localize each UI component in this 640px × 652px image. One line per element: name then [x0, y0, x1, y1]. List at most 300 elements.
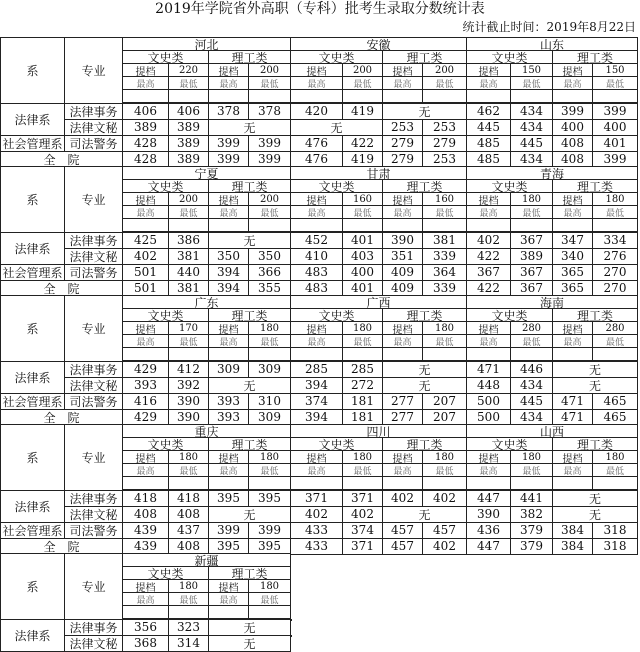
score-cell: 374 — [342, 522, 383, 539]
score-cell: 367 — [510, 232, 553, 249]
wenshi-plan: 200 — [342, 63, 383, 77]
max-label: 最高 — [466, 463, 511, 477]
score-cell: 310 — [248, 393, 291, 410]
wenshi-header: 文史类 — [466, 437, 553, 451]
major-name: 法律事务 — [64, 103, 123, 120]
score-cell: 440 — [168, 264, 209, 281]
min-label: 最低 — [342, 205, 383, 219]
score-cell: 367 — [510, 264, 553, 281]
wenshi-header: 文史类 — [122, 308, 209, 322]
ligong-header: 理工类 — [208, 179, 291, 193]
score-cell: 356 — [122, 619, 169, 636]
score-cell: 394 — [290, 409, 343, 426]
province-name: 安徽 — [290, 37, 467, 51]
wenshi-header: 文史类 — [290, 50, 383, 64]
score-cell: 429 — [122, 409, 169, 426]
ligong-plan: 180 — [248, 321, 291, 335]
score-cell: 367 — [466, 264, 511, 281]
max-label: 最高 — [382, 463, 423, 477]
score-cell: 399 — [592, 151, 638, 168]
score-cell: 309 — [248, 361, 291, 378]
score-cell: 366 — [248, 264, 291, 281]
spacer — [510, 218, 553, 232]
score-cell: 445 — [510, 393, 553, 410]
none-cell: 无 — [208, 377, 291, 394]
province-name: 青海 — [466, 166, 638, 180]
spacer — [290, 89, 343, 103]
dept-header: 系 — [0, 37, 65, 104]
wenshi-header: 文史类 — [290, 308, 383, 322]
min-label: 最低 — [422, 205, 467, 219]
wenshi-header: 文史类 — [122, 179, 209, 193]
tidang-label: 提档 — [382, 192, 423, 206]
major-name: 法律文秘 — [64, 635, 123, 652]
score-cell: 471 — [552, 393, 593, 410]
min-label: 最低 — [342, 463, 383, 477]
min-label: 最低 — [248, 334, 291, 348]
major-name: 法律事务 — [64, 361, 123, 378]
province-name: 重庆 — [122, 424, 291, 438]
score-cell: 416 — [122, 393, 169, 410]
score-cell: 419 — [342, 103, 383, 120]
max-label: 最高 — [552, 334, 593, 348]
score-cell: 384 — [552, 522, 593, 539]
dept-name: 社会管理系 — [0, 522, 65, 539]
score-cell: 410 — [290, 248, 343, 265]
score-cell: 384 — [552, 538, 593, 555]
spacer — [168, 605, 209, 619]
score-cell: 412 — [168, 361, 209, 378]
wenshi-plan: 200 — [168, 192, 209, 206]
tidang-label: 提档 — [552, 450, 593, 464]
score-cell: 207 — [422, 393, 467, 410]
score-cell: 500 — [466, 393, 511, 410]
ligong-header: 理工类 — [382, 179, 467, 193]
score-cell: 408 — [122, 506, 169, 523]
ligong-header: 理工类 — [208, 308, 291, 322]
spacer — [290, 635, 292, 637]
spacer — [592, 347, 638, 361]
ligong-plan: 180 — [248, 450, 291, 464]
score-cell: 437 — [168, 522, 209, 539]
wenshi-header: 文史类 — [290, 437, 383, 451]
score-cell: 485 — [466, 135, 511, 152]
score-cell: 399 — [592, 103, 638, 120]
major-name: 法律事务 — [64, 619, 123, 636]
score-cell: 433 — [290, 522, 343, 539]
spacer — [552, 347, 593, 361]
total-label: 全 院 — [0, 409, 123, 426]
score-cell: 436 — [466, 522, 511, 539]
score-cell: 439 — [122, 538, 169, 555]
min-label: 最低 — [592, 205, 638, 219]
spacer — [552, 218, 593, 232]
score-cell: 381 — [422, 232, 467, 249]
score-cell: 434 — [510, 151, 553, 168]
province-name: 河北 — [122, 37, 291, 51]
max-label: 最高 — [208, 334, 249, 348]
max-label: 最高 — [466, 334, 511, 348]
score-cell: 350 — [208, 248, 249, 265]
score-cell: 399 — [248, 135, 291, 152]
score-cell: 422 — [466, 248, 511, 265]
spacer — [510, 347, 553, 361]
min-label: 最低 — [248, 205, 291, 219]
spacer — [168, 89, 209, 103]
score-cell: 428 — [122, 151, 169, 168]
score-cell: 395 — [248, 490, 291, 507]
score-cell: 462 — [466, 103, 511, 120]
score-cell: 339 — [422, 280, 467, 297]
tidang-label: 提档 — [466, 450, 511, 464]
score-cell: 465 — [592, 393, 638, 410]
score-cell: 401 — [342, 280, 383, 297]
score-cell: 339 — [422, 248, 467, 265]
score-cell: 285 — [342, 361, 383, 378]
score-cell: 501 — [122, 264, 169, 281]
none-cell: 无 — [552, 361, 638, 378]
ligong-plan: 150 — [592, 63, 638, 77]
spacer — [422, 218, 467, 232]
province-name: 广东 — [122, 295, 291, 309]
score-cell: 447 — [466, 490, 511, 507]
major-name: 法律文秘 — [64, 119, 123, 136]
spacer — [592, 218, 638, 232]
spacer — [122, 89, 169, 103]
score-cell: 371 — [342, 490, 383, 507]
spacer — [208, 89, 249, 103]
none-cell: 无 — [552, 506, 638, 523]
score-cell: 381 — [168, 280, 209, 297]
spacer — [122, 476, 169, 490]
max-label: 最高 — [208, 205, 249, 219]
spacer — [290, 218, 343, 232]
score-cell: 402 — [342, 506, 383, 523]
score-cell: 434 — [510, 119, 553, 136]
dept-name: 社会管理系 — [0, 393, 65, 410]
score-cell: 334 — [592, 232, 638, 249]
score-cell: 408 — [552, 135, 593, 152]
score-cell: 395 — [208, 538, 249, 555]
province-name: 海南 — [466, 295, 638, 309]
score-cell: 277 — [382, 409, 423, 426]
none-cell: 无 — [208, 619, 291, 636]
ligong-header: 理工类 — [552, 179, 638, 193]
score-cell: 400 — [592, 119, 638, 136]
max-label: 最高 — [552, 76, 593, 90]
max-label: 最高 — [208, 76, 249, 90]
wenshi-plan: 160 — [342, 192, 383, 206]
score-cell: 439 — [122, 522, 169, 539]
min-label: 最低 — [248, 592, 291, 606]
spacer — [248, 218, 291, 232]
score-cell: 390 — [168, 409, 209, 426]
score-cell: 400 — [342, 264, 383, 281]
dept-name: 社会管理系 — [0, 264, 65, 281]
score-cell: 390 — [168, 393, 209, 410]
score-cell: 501 — [122, 280, 169, 297]
score-cell: 394 — [208, 280, 249, 297]
score-cell: 253 — [422, 119, 467, 136]
score-cell: 309 — [248, 409, 291, 426]
score-cell: 419 — [342, 151, 383, 168]
min-label: 最低 — [168, 205, 209, 219]
score-cell: 441 — [510, 490, 553, 507]
min-label: 最低 — [248, 76, 291, 90]
score-cell: 389 — [168, 151, 209, 168]
score-cell: 399 — [208, 135, 249, 152]
spacer — [422, 476, 467, 490]
score-cell: 485 — [466, 151, 511, 168]
none-cell: 无 — [382, 377, 467, 394]
score-cell: 399 — [208, 151, 249, 168]
ligong-plan: 200 — [422, 63, 467, 77]
score-cell: 272 — [342, 377, 383, 394]
total-label: 全 院 — [0, 538, 123, 555]
score-cell: 433 — [290, 538, 343, 555]
spacer — [466, 347, 511, 361]
score-cell: 389 — [122, 119, 169, 136]
spacer — [382, 89, 423, 103]
score-cell: 355 — [248, 280, 291, 297]
wenshi-plan: 180 — [342, 450, 383, 464]
wenshi-header: 文史类 — [290, 179, 383, 193]
spacer — [290, 476, 343, 490]
score-cell: 371 — [342, 538, 383, 555]
wenshi-header: 文史类 — [466, 179, 553, 193]
tidang-label: 提档 — [122, 192, 169, 206]
min-label: 最低 — [510, 463, 553, 477]
score-cell: 452 — [290, 232, 343, 249]
max-label: 最高 — [290, 334, 343, 348]
score-cell: 408 — [168, 506, 209, 523]
score-cell: 408 — [168, 538, 209, 555]
spacer — [382, 218, 423, 232]
score-cell: 406 — [168, 103, 209, 120]
score-cell: 457 — [382, 522, 423, 539]
spacer — [290, 619, 292, 621]
ligong-plan: 180 — [422, 321, 467, 335]
tidang-label: 提档 — [208, 192, 249, 206]
max-label: 最高 — [122, 463, 169, 477]
spacer — [208, 347, 249, 361]
min-label: 最低 — [592, 334, 638, 348]
spacer — [168, 476, 209, 490]
score-cell: 389 — [510, 248, 553, 265]
spacer — [168, 218, 209, 232]
ligong-plan: 280 — [592, 321, 638, 335]
major-header: 专业 — [64, 295, 123, 362]
score-cell: 429 — [122, 361, 169, 378]
min-label: 最低 — [342, 334, 383, 348]
major-name: 法律事务 — [64, 490, 123, 507]
major-name: 司法警务 — [64, 135, 123, 152]
tidang-label: 提档 — [382, 450, 423, 464]
ligong-plan: 180 — [248, 579, 291, 593]
score-cell: 389 — [168, 119, 209, 136]
province-name: 山东 — [466, 37, 638, 51]
none-cell: 无 — [552, 490, 638, 507]
spacer — [208, 476, 249, 490]
none-cell: 无 — [208, 506, 291, 523]
score-cell: 402 — [466, 232, 511, 249]
score-cell: 395 — [208, 490, 249, 507]
max-label: 最高 — [208, 463, 249, 477]
spacer — [248, 605, 291, 619]
ligong-header: 理工类 — [382, 50, 467, 64]
score-cell: 253 — [382, 119, 423, 136]
score-cell: 420 — [290, 103, 343, 120]
major-name: 司法警务 — [64, 522, 123, 539]
ligong-plan: 180 — [422, 450, 467, 464]
score-cell: 401 — [342, 232, 383, 249]
ligong-header: 理工类 — [208, 50, 291, 64]
tidang-label: 提档 — [290, 192, 343, 206]
spacer — [342, 347, 383, 361]
province-name: 山西 — [466, 424, 638, 438]
score-cell: 381 — [168, 248, 209, 265]
none-cell: 无 — [208, 635, 291, 652]
score-cell: 285 — [290, 361, 343, 378]
score-cell: 279 — [422, 135, 467, 152]
tidang-label: 提档 — [208, 63, 249, 77]
score-cell: 323 — [168, 619, 209, 636]
score-cell: 393 — [122, 377, 169, 394]
score-cell: 392 — [168, 377, 209, 394]
ligong-plan: 200 — [248, 63, 291, 77]
dept-name: 社会管理系 — [0, 135, 65, 152]
score-cell: 276 — [592, 248, 638, 265]
score-cell: 309 — [208, 361, 249, 378]
score-cell: 434 — [510, 103, 553, 120]
tidang-label: 提档 — [382, 321, 423, 335]
min-label: 最低 — [422, 463, 467, 477]
tidang-label: 提档 — [466, 192, 511, 206]
none-cell: 无 — [382, 103, 467, 120]
spacer — [208, 218, 249, 232]
score-cell: 428 — [122, 135, 169, 152]
province-name: 四川 — [290, 424, 467, 438]
dept-header: 系 — [0, 166, 65, 233]
score-cell: 406 — [122, 103, 169, 120]
none-cell: 无 — [382, 506, 467, 523]
score-cell: 402 — [422, 490, 467, 507]
major-name: 法律文秘 — [64, 377, 123, 394]
tidang-label: 提档 — [122, 579, 169, 593]
ligong-header: 理工类 — [552, 50, 638, 64]
score-cell: 318 — [592, 538, 638, 555]
score-cell: 409 — [382, 264, 423, 281]
score-cell: 181 — [342, 393, 383, 410]
score-cell: 476 — [290, 151, 343, 168]
score-cell: 447 — [466, 538, 511, 555]
score-cell: 181 — [342, 409, 383, 426]
max-label: 最高 — [122, 205, 169, 219]
min-label: 最低 — [510, 76, 553, 90]
score-cell: 418 — [122, 490, 169, 507]
max-label: 最高 — [290, 76, 343, 90]
spacer — [122, 347, 169, 361]
min-label: 最低 — [592, 463, 638, 477]
score-cell: 270 — [592, 264, 638, 281]
score-cell: 253 — [422, 151, 467, 168]
tidang-label: 提档 — [122, 321, 169, 335]
score-cell: 374 — [290, 393, 343, 410]
dept-header: 系 — [0, 295, 65, 362]
none-cell: 无 — [290, 119, 383, 136]
wenshi-header: 文史类 — [466, 308, 553, 322]
tidang-label: 提档 — [290, 450, 343, 464]
score-cell: 318 — [592, 522, 638, 539]
score-cell: 402 — [382, 490, 423, 507]
tidang-label: 提档 — [290, 321, 343, 335]
score-cell: 279 — [382, 151, 423, 168]
spacer — [122, 605, 169, 619]
score-cell: 350 — [248, 248, 291, 265]
wenshi-header: 文史类 — [122, 437, 209, 451]
score-cell: 390 — [466, 506, 511, 523]
score-cell: 402 — [290, 506, 343, 523]
major-name: 司法警务 — [64, 264, 123, 281]
score-cell: 395 — [248, 538, 291, 555]
none-cell: 无 — [382, 361, 467, 378]
wenshi-plan: 180 — [510, 192, 553, 206]
major-header: 专业 — [64, 424, 123, 491]
min-label: 最低 — [168, 76, 209, 90]
max-label: 最高 — [122, 334, 169, 348]
score-cell: 379 — [510, 522, 553, 539]
tidang-label: 提档 — [552, 321, 593, 335]
tidang-label: 提档 — [290, 63, 343, 77]
ligong-header: 理工类 — [382, 437, 467, 451]
min-label: 最低 — [422, 334, 467, 348]
score-cell: 394 — [290, 377, 343, 394]
score-cell: 401 — [592, 135, 638, 152]
score-cell: 367 — [510, 280, 553, 297]
score-cell: 207 — [422, 409, 467, 426]
spacer — [342, 218, 383, 232]
score-cell: 368 — [122, 635, 169, 652]
wenshi-plan: 150 — [510, 63, 553, 77]
spacer — [466, 89, 511, 103]
score-cell: 393 — [208, 409, 249, 426]
dept-name: 法律系 — [0, 232, 65, 265]
ligong-header: 理工类 — [208, 437, 291, 451]
score-cell: 270 — [592, 280, 638, 297]
spacer — [248, 476, 291, 490]
wenshi-header: 文史类 — [122, 566, 209, 580]
score-cell: 351 — [382, 248, 423, 265]
score-cell: 277 — [382, 393, 423, 410]
spacer — [382, 347, 423, 361]
score-cell: 399 — [248, 151, 291, 168]
wenshi-plan: 280 — [510, 321, 553, 335]
score-cell: 465 — [592, 409, 638, 426]
dept-name: 法律系 — [0, 103, 65, 136]
total-label: 全 院 — [0, 151, 123, 168]
dept-name: 法律系 — [0, 490, 65, 523]
score-cell: 408 — [552, 151, 593, 168]
major-name: 司法警务 — [64, 393, 123, 410]
wenshi-plan: 220 — [168, 63, 209, 77]
score-cell: 448 — [466, 377, 511, 394]
tidang-label: 提档 — [208, 450, 249, 464]
wenshi-plan: 180 — [168, 450, 209, 464]
score-cell: 390 — [382, 232, 423, 249]
score-cell: 347 — [552, 232, 593, 249]
score-cell: 457 — [382, 538, 423, 555]
ligong-plan: 180 — [592, 192, 638, 206]
